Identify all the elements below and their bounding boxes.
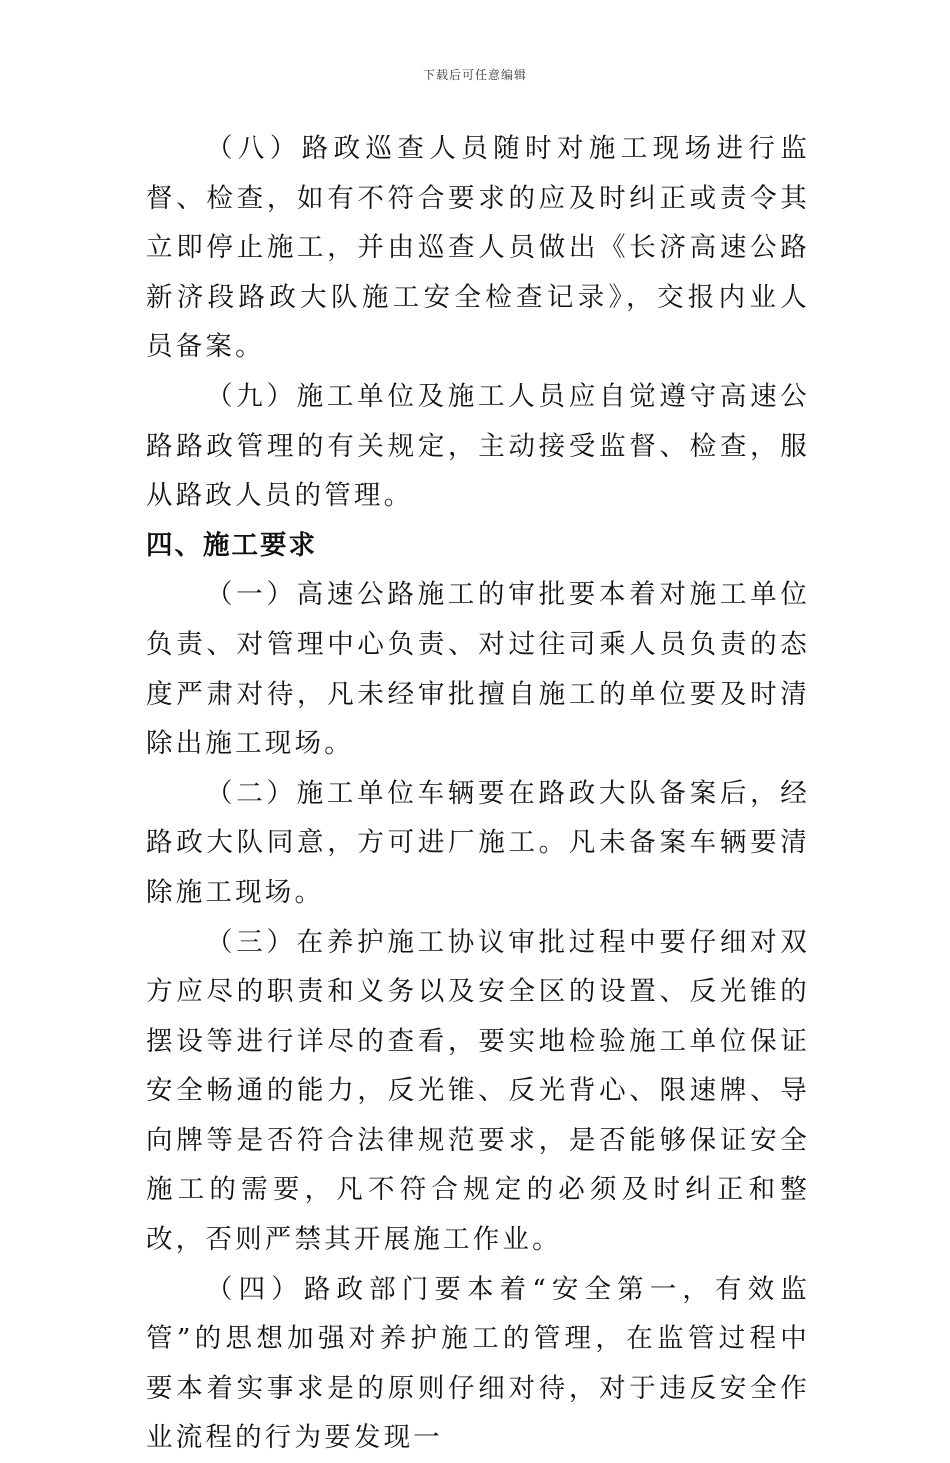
section-4-heading: 四、施工要求 [146, 529, 317, 561]
section-4-paragraph-1: （一）高速公路施工的审批要本着对施工单位负责、对管理中心负责、对过往司乘人员负责的态度严肃对待，凡未经审批擅自施工的单位要及时清除出施工现场。 [146, 579, 810, 760]
section-4-paragraph-2: （二）施工单位车辆要在路政大队备案后，经路政大队同意，方可进厂施工。凡未备案车辆要清除施工现场。 [146, 777, 810, 908]
section-4-paragraph-3: （三）在养护施工协议审批过程中要仔细对双方应尽的职责和义务以及安全区的设置、反光锥的摆设等进行详尽的查看，要实地检验施工单位保证安全畅通的能力，反光锥、反光背心、限速牌、导向牌等是否符合法律规范要求，是否能够保证安全施工的需要，凡不符合规定的必须及时纠正和整改，否则严禁其开展施工作业。 [146, 926, 810, 1256]
document-body [146, 124, 810, 1463]
header-note: 下载后可任意编辑 [422, 68, 527, 82]
section-4-paragraph-4: （四）路政部门要本着“安全第一，有效监管”的思想加强对养护施工的管理，在监管过程中要本着实事求是的原则仔细对待，对于违反安全作业流程的行为要发现一 [146, 1273, 810, 1454]
paragraph-9: （九）施工单位及施工人员应自觉遵守高速公路路政管理的有关规定，主动接受监督、检查，服从路政人员的管理。 [146, 380, 810, 512]
paragraph-8: （八）路政巡查人员随时对施工现场进行监督、检查，如有不符合要求的应及时纠正或责令其立即停止施工，并由巡查人员做出《长济高速公路新济段路政大队施工安全检查记录》，交报内业人员备案。 [146, 133, 810, 363]
